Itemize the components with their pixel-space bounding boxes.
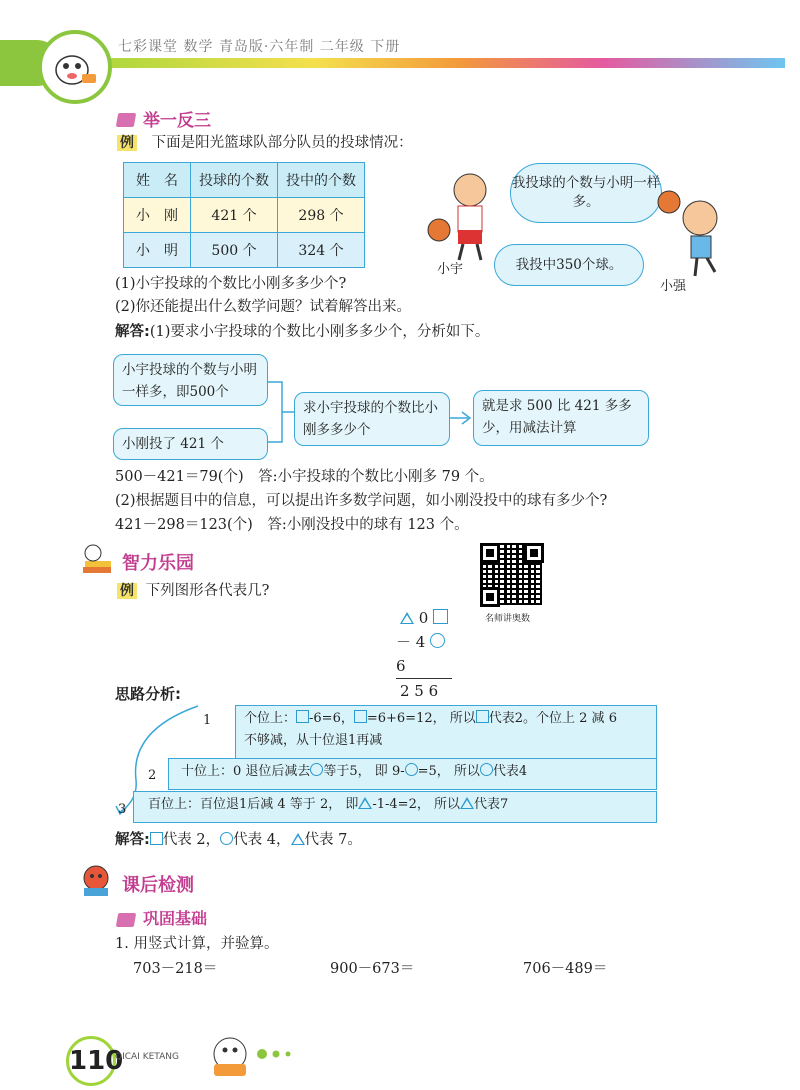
- minus-digit: － 4: [396, 633, 426, 651]
- calc-item: 703－218＝: [133, 961, 218, 977]
- step-text: 十位上：0 退位后减去: [181, 764, 311, 779]
- mascot-tiger-icon: [76, 862, 116, 898]
- table-cell: 298 个: [278, 198, 365, 233]
- table-cell: 小 刚: [124, 198, 191, 233]
- circle-icon: [405, 763, 418, 776]
- puzzle-row-1: [396, 606, 452, 630]
- table-row: [124, 233, 365, 268]
- table-row: [124, 198, 365, 233]
- calc-item: 706－489＝: [523, 961, 608, 977]
- speech-bubble-xiaoqiang: 我投中350个球。: [494, 244, 644, 286]
- label-xiaoqiang: 小强: [660, 279, 687, 294]
- calc-item: 900－673＝: [330, 961, 415, 977]
- footer-brand: QICAI KETANG: [115, 1052, 179, 1062]
- step-ones-place: [235, 705, 657, 759]
- table-header-row: [124, 163, 365, 198]
- table-cell: 500 个: [191, 233, 278, 268]
- flow-box-condition-2: 小刚投了 421 个: [113, 428, 268, 460]
- speech-bubble-xiaoyu: 我投球的个数与小明一样多。: [510, 163, 662, 223]
- qr-finder: [480, 543, 500, 563]
- book-icon: [116, 913, 136, 927]
- qr-caption: 名师讲奥数: [485, 614, 531, 624]
- step-number: 3: [118, 802, 127, 817]
- circle-icon: [220, 832, 233, 845]
- step-text: 等于5， 即 9-: [323, 764, 405, 779]
- step-text: =6+6=12， 所以: [366, 711, 476, 726]
- step-text: 不够减，从十位退1再减: [244, 733, 383, 748]
- square-icon: [354, 710, 367, 723]
- step-text: 代表7: [473, 797, 509, 812]
- data-table: [123, 162, 365, 268]
- example-tag: 例: [117, 135, 137, 151]
- circle-icon: [430, 633, 445, 648]
- step-text: -1-4=2， 所以: [372, 797, 460, 812]
- answer-intro-line: [115, 321, 489, 343]
- question-1: (1)小宇投球的个数比小刚多多少个?: [115, 276, 347, 292]
- puzzle-row-3: 2 5 6: [396, 678, 452, 703]
- square-icon: [296, 710, 309, 723]
- triangle-icon: [400, 612, 414, 624]
- triangle-icon: [291, 833, 305, 845]
- mascot-logo: [38, 30, 112, 104]
- flow-bracket: [268, 380, 296, 446]
- analysis-title: 思路分析:: [115, 685, 181, 703]
- step-text: 代表4: [492, 764, 528, 779]
- answer-label: 解答:: [115, 832, 150, 848]
- header-title: 七彩课堂 数学 青岛版·六年制 二年级 下册: [118, 39, 401, 55]
- flow-arrow-icon: [450, 408, 474, 428]
- mascot-books-icon: [75, 543, 115, 577]
- solution-line-1: 500－421＝79(个) 答:小宇投球的个数比小刚多 79 个。: [115, 469, 494, 485]
- square-icon: [433, 609, 448, 624]
- square-icon: [150, 832, 163, 845]
- step-text: 代表2。个位上 2 减 6: [488, 711, 617, 726]
- step-text: 个位上：: [244, 711, 297, 726]
- section-title-puzzle: 智力乐园: [122, 553, 194, 574]
- subsection-title-basics: 巩固基础: [143, 909, 208, 928]
- answer-text: 代表 2，: [162, 832, 221, 848]
- solution-line-3: 421－298＝123(个) 答:小刚没投中的球有 123 个。: [115, 517, 469, 533]
- table-cell: 小 明: [124, 233, 191, 268]
- section-title-practice: 举一反三: [143, 111, 211, 131]
- step-hundreds-place: [133, 791, 657, 823]
- step-text: 百位上：百位退1后减 4 等于 2， 即: [148, 797, 359, 812]
- boy-jumping-illustration: [655, 190, 735, 280]
- circle-icon: [480, 763, 493, 776]
- digit: 6: [396, 657, 406, 675]
- triangle-icon: [358, 797, 372, 809]
- example-tag: 例: [117, 583, 137, 599]
- answer-text: 代表 7。: [304, 832, 362, 848]
- example-intro: 下面是阳光篮球队部分队员的投球情况：: [151, 135, 413, 151]
- table-header-cell: 投球的个数: [191, 163, 278, 198]
- solution-line-2: (2)根据题目中的信息，可以提出许多数学问题，如小刚没投中的球有多少个?: [115, 493, 608, 509]
- puzzle-answer-line: [115, 829, 362, 851]
- circle-icon: [310, 763, 323, 776]
- answer-text: 代表 4，: [233, 832, 291, 848]
- flow-box-condition-1: 小宇投球的个数与小明一样多，即500个: [113, 354, 268, 406]
- step-number: 2: [148, 768, 157, 783]
- puzzle-row-2: [396, 630, 452, 678]
- flow-box-question: 求小宇投球的个数比小刚多多少个: [294, 392, 450, 446]
- step-text: =5， 所以: [417, 764, 480, 779]
- answer-intro: (1)要求小宇投球的个数比小刚多多少个，分析如下。: [149, 324, 490, 340]
- answer-label: 解答:: [115, 324, 150, 340]
- question-2: (2)你还能提出什么数学问题？试着解答出来。: [115, 299, 412, 315]
- example-line: [117, 132, 413, 154]
- example-intro: 下列图形各代表几?: [145, 583, 270, 599]
- step-number: 1: [203, 713, 212, 728]
- boy-with-basketball-illustration: [425, 168, 505, 263]
- example-line-2: [117, 580, 269, 602]
- subtraction-puzzle: [396, 606, 452, 703]
- square-icon: [476, 710, 489, 723]
- digit: 0: [418, 609, 429, 627]
- book-icon: [116, 113, 136, 127]
- header-rainbow-bar: [60, 58, 785, 68]
- footer-mascot-icon: [200, 1030, 310, 1080]
- exercise-question-1: 1. 用竖式计算，并验算。: [115, 936, 279, 952]
- step-text: -6=6，: [309, 711, 354, 726]
- table-header-cell: 姓 名: [124, 163, 191, 198]
- triangle-icon: [460, 797, 474, 809]
- flow-box-method: 就是求 500 比 421 多多少，用减法计算: [473, 390, 649, 446]
- page-number: 110: [66, 1036, 116, 1086]
- qr-code: [480, 543, 546, 609]
- qr-finder: [524, 543, 544, 563]
- table-header-cell: 投中的个数: [278, 163, 365, 198]
- table-cell: 324 个: [278, 233, 365, 268]
- qr-finder: [480, 587, 500, 607]
- label-xiaoyu: 小宇: [437, 262, 464, 277]
- step-tens-place: [168, 758, 657, 790]
- table-cell: 421 个: [191, 198, 278, 233]
- section-title-check: 课后检测: [122, 875, 194, 896]
